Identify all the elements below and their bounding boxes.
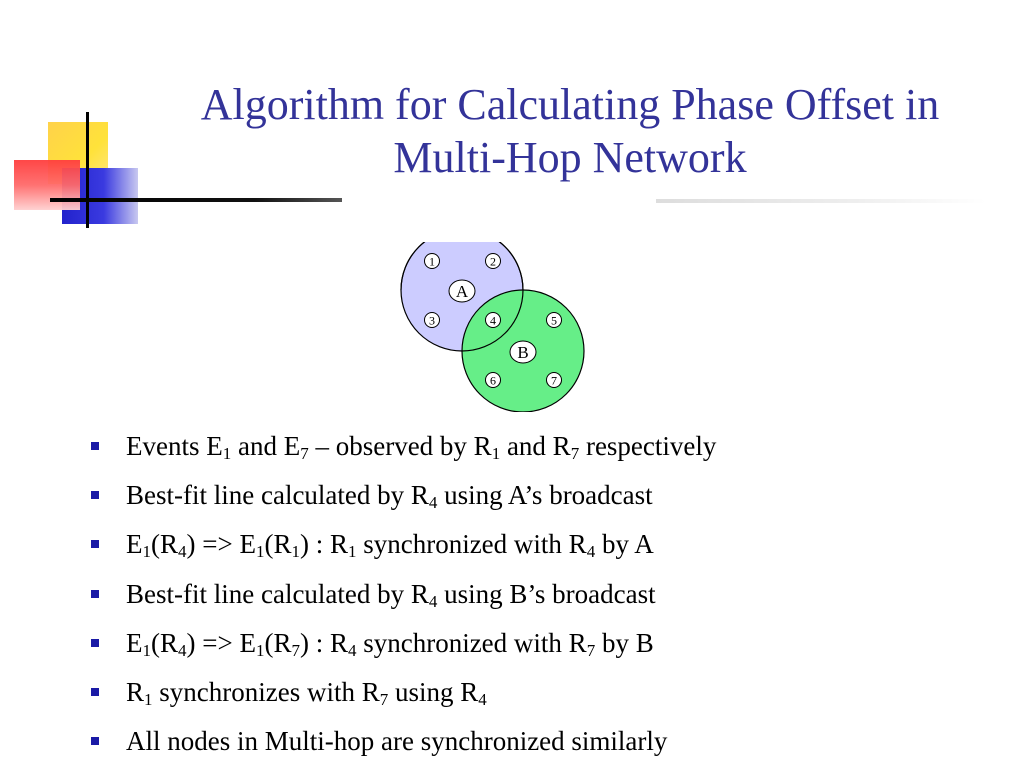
bullet-text: E [126,627,143,658]
title-line-2: Multi-Hop Network [393,133,747,182]
bullet-subscript: 1 [491,444,501,463]
bullet-subscript: 4 [478,689,487,709]
bullet-subscript: 7 [300,444,309,463]
bullet-marker-icon [91,639,99,647]
bullet-item [88,522,1008,571]
node-7 [547,373,562,388]
bullet-text: by A [595,529,654,560]
cluster-diagram [398,242,588,412]
bullet-marker-icon [91,737,99,745]
svg-text:3: 3 [429,313,435,328]
bullet-subscript: 7 [570,444,580,463]
bullet-text: and E [231,431,301,461]
bullet-subscript: 1 [255,640,265,660]
bullet-text: ) : R [299,529,348,560]
bullet-text: synchronized with R [356,529,587,560]
bullet-marker-icon [91,540,99,548]
bullet-subscript: 1 [142,542,151,562]
bullet-subscript: 1 [222,444,232,463]
bullet-text: (R [151,627,178,658]
svg-text:1: 1 [429,254,435,269]
bullet-text: ) => E [186,529,256,560]
bullet-marker-icon [91,590,99,598]
bullet-text: (R [264,529,292,560]
bullet-text: Best-fit line calculated by R [126,578,429,609]
bullet-text: by B [595,627,654,658]
svg-text:4: 4 [490,313,496,328]
cluster-head-b-label: B [517,343,529,362]
decor-vertical-line [86,112,89,228]
decor-red-square [14,160,80,210]
bullet-text: E [126,529,143,560]
bullet-text: ) : R [299,627,348,658]
node-2 [486,254,501,269]
node-5 [547,313,562,328]
bullet-item [88,621,1008,670]
bullet-text: Best-fit line calculated by R [126,480,429,511]
node-6 [486,373,501,388]
bullet-subscript: 1 [142,640,151,660]
bullet-marker-icon [91,442,99,450]
bullet-subscript: 1 [291,542,300,562]
title-line-1: Algorithm for Calculating Phase Offset in [200,80,940,129]
bullet-subscript: 1 [347,542,357,562]
bullet-marker-icon [91,491,99,499]
node-1 [425,254,440,269]
bullet-subscript: 4 [586,542,596,562]
node-4 [486,313,501,328]
bullet-subscript: 4 [428,493,438,513]
bullet-text: – observed by R [308,431,492,461]
svg-text:2: 2 [490,254,496,269]
title-rule-right [656,199,986,203]
bullet-subscript: 1 [255,542,265,562]
bullet-item [88,572,1008,621]
bullet-subscript: 4 [178,542,187,562]
bullet-text: All nodes in Multi-hop are synchronized similarly [126,726,668,757]
bullet-text: using R [388,676,479,707]
bullet-subscript: 7 [379,689,389,709]
bullet-text: (R [151,529,178,560]
cluster-head-a-label: A [455,282,469,301]
bullet-text: synchronizes with R [152,676,380,707]
bullet-subscript: 4 [428,591,438,611]
bullet-subscript: 7 [291,640,300,660]
bullet-subscript: 4 [178,640,187,660]
bullet-text: using B’s broadcast [437,578,656,609]
bullet-item [88,424,1008,473]
bullet-text: ) => E [186,627,256,658]
svg-text:5: 5 [551,313,557,328]
cluster-head-b [510,341,536,363]
bullet-text: using A’s broadcast [437,480,653,511]
bullet-subscript: 7 [586,640,596,660]
bullet-text: and R [500,431,571,461]
bullet-subscript: 4 [347,640,357,660]
bullet-text: synchronized with R [356,627,587,658]
bullet-text: Events E [126,431,223,461]
bullet-item [88,670,1008,719]
bullet-text: respectively [579,431,717,461]
node-3 [425,313,440,328]
cluster-head-a [449,280,475,302]
svg-text:6: 6 [490,373,496,388]
bullet-text: R [126,676,145,707]
bullet-list [88,424,1008,768]
svg-text:7: 7 [551,373,557,388]
bullet-marker-icon [91,688,99,696]
slide-title [150,78,990,184]
title-rule-left [50,198,342,202]
bullet-item [88,719,1008,768]
bullet-subscript: 1 [144,689,153,709]
bullet-text: (R [264,627,292,658]
bullet-item [88,473,1008,522]
